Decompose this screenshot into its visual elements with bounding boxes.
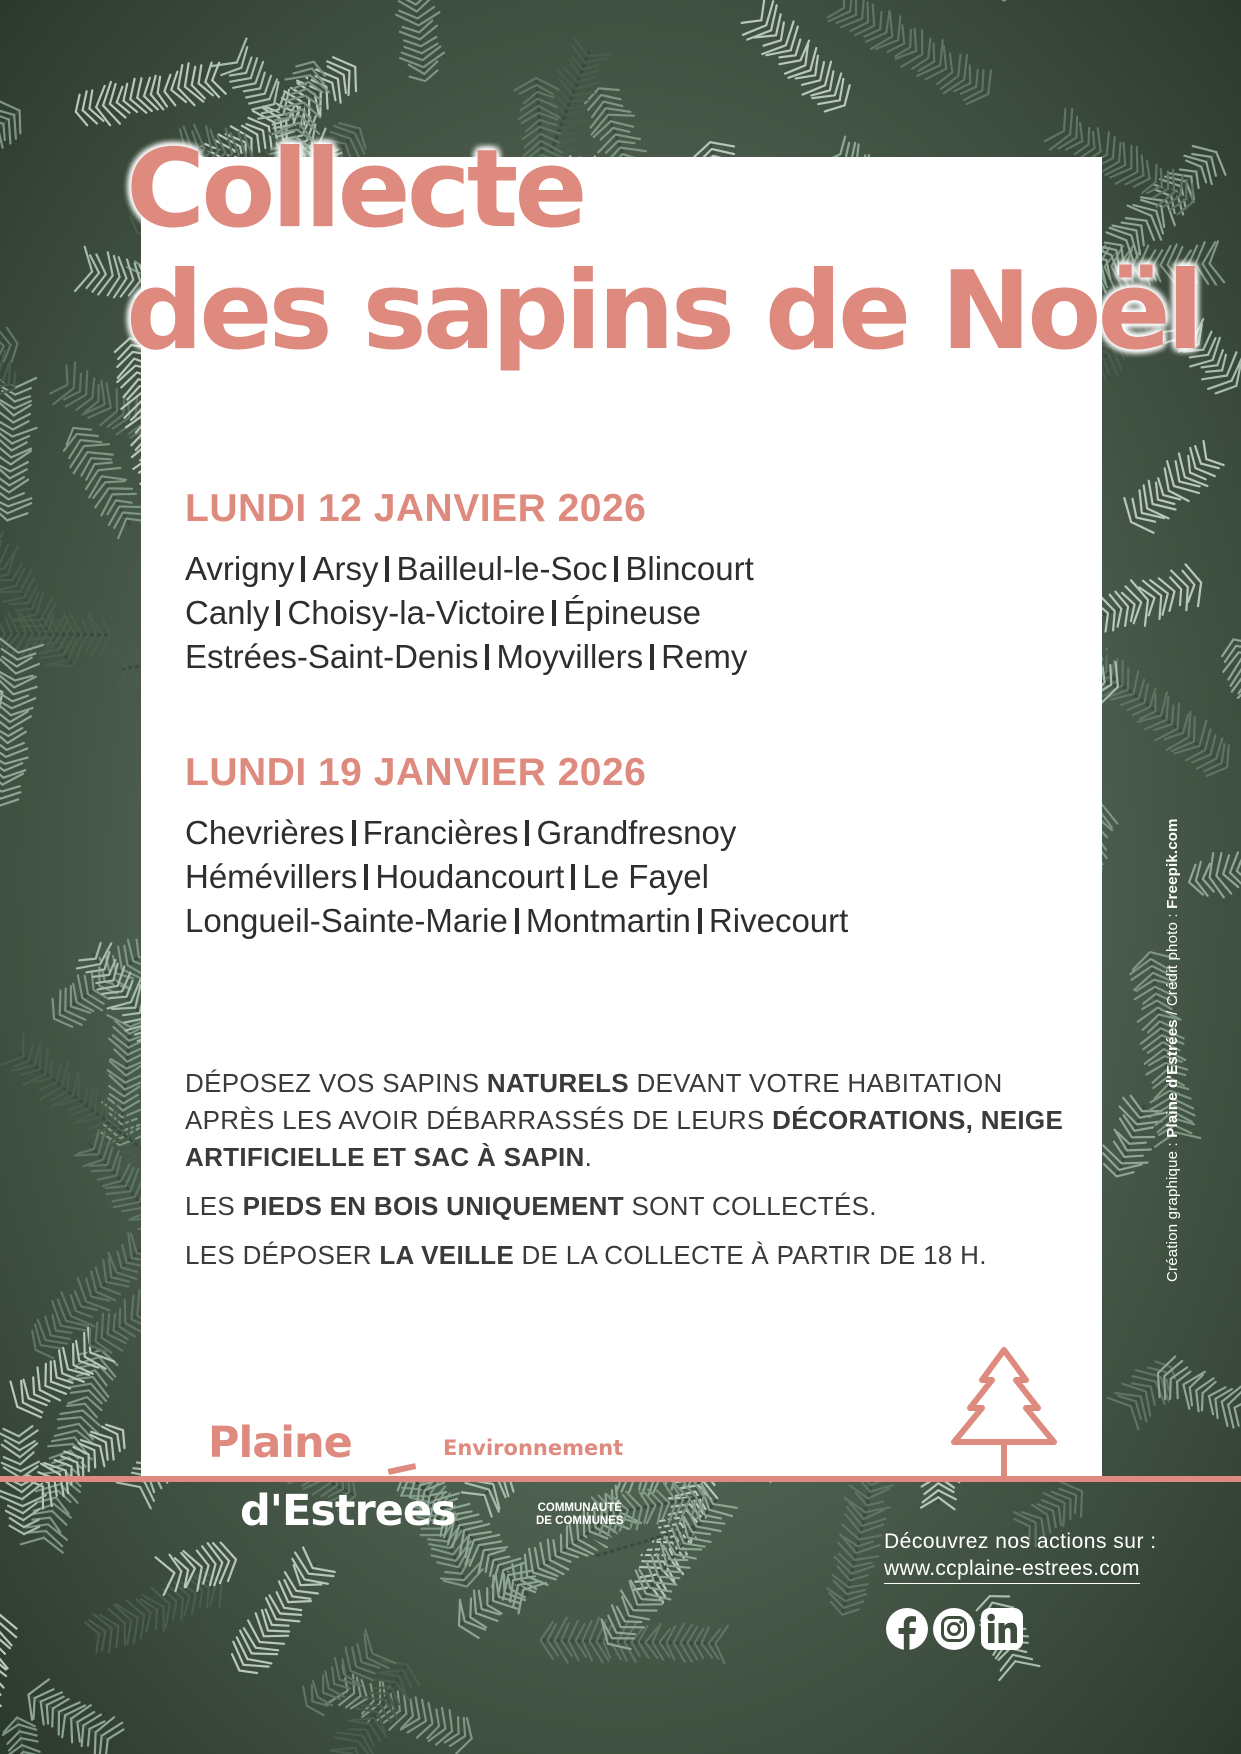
town-name: Estrées-Saint-Denis	[185, 638, 479, 675]
logo-estrees: d'Estrees	[240, 1486, 456, 1536]
town-name: Remy	[661, 638, 748, 675]
separator-bar	[485, 644, 489, 670]
town-name: Épineuse	[563, 594, 701, 631]
instruction-paragraph-2: LES PIEDS EN BOIS UNIQUEMENT SONT COLLECTÉS.	[185, 1191, 877, 1221]
separator-bar	[571, 864, 575, 890]
separator-bar	[364, 864, 368, 890]
town-name: Bailleul-le-Soc	[396, 550, 608, 587]
separator-bar	[515, 908, 519, 934]
facebook-icon[interactable]	[885, 1607, 929, 1651]
instagram-icon[interactable]	[932, 1607, 976, 1651]
town-name: Choisy-la-Victoire	[287, 594, 546, 631]
town-row	[185, 811, 848, 855]
separator-bar	[614, 556, 618, 582]
separator-bar	[650, 644, 654, 670]
separator-bar	[301, 556, 305, 582]
town-list-2	[185, 811, 848, 943]
title-line-2: des sapins de Noël	[126, 249, 1200, 374]
instruction-paragraph-1: DÉPOSEZ VOS SAPINS NATURELS DEVANT VOTRE HABITATION APRÈS LES AVOIR DÉBARRASSÉS DE LEURS DÉCORATIONS, NEIGE ARTIFICIELLE ET SAC À SAPIN.	[185, 1068, 1064, 1172]
town-name: Chevrières	[185, 814, 345, 851]
footer-divider	[0, 1476, 1241, 1482]
town-name: Le Fayel	[582, 858, 709, 895]
town-name: Arsy	[312, 550, 379, 587]
instruction-paragraph-3: LES DÉPOSER LA VEILLE DE LA COLLECTE À PARTIR DE 18 H.	[185, 1240, 987, 1270]
christmas-tree-icon	[946, 1346, 1062, 1480]
title-line-1: Collecte	[126, 127, 584, 252]
separator-bar	[276, 600, 280, 626]
collection-date-2: LUNDI 19 JANVIER 2026	[185, 751, 647, 794]
website-link[interactable]: www.ccplaine-estrees.com	[884, 1555, 1140, 1584]
logo-plaine: Plaine	[208, 1418, 352, 1468]
town-row	[185, 855, 848, 899]
town-name: Rivecourt	[708, 902, 849, 939]
logo-environnement: Environnement	[443, 1436, 624, 1460]
town-row	[185, 899, 848, 943]
town-name: Montmartin	[525, 902, 691, 939]
separator-bar	[698, 908, 702, 934]
discover-text: Découvrez nos actions sur :	[884, 1530, 1157, 1553]
town-name: Blincourt	[625, 550, 754, 587]
town-name: Moyvillers	[496, 638, 644, 675]
town-name: Hémévillers	[185, 858, 358, 895]
separator-bar	[552, 600, 556, 626]
collection-date-1: LUNDI 12 JANVIER 2026	[185, 487, 647, 530]
town-name: Avrigny	[185, 550, 295, 587]
linkedin-icon[interactable]	[980, 1607, 1024, 1651]
town-name: Houdancourt	[375, 858, 565, 895]
photo-credit: Création graphique : Plaine d'Estrées / Crédit photo : Freepik.com	[1164, 818, 1181, 1282]
separator-bar	[352, 820, 356, 846]
town-row	[185, 635, 754, 679]
town-name: Canly	[185, 594, 270, 631]
separator-bar	[525, 820, 529, 846]
town-row	[185, 547, 754, 591]
town-name: Grandfresnoy	[536, 814, 737, 851]
instructions	[185, 1065, 1065, 1286]
logo-communaute: COMMUNAUTÉ DE COMMUNES	[536, 1502, 624, 1527]
town-row	[185, 591, 754, 635]
separator-bar	[385, 556, 389, 582]
town-name: Longueil-Sainte-Marie	[185, 902, 508, 939]
town-list-1	[185, 547, 754, 679]
town-name: Francières	[362, 814, 519, 851]
